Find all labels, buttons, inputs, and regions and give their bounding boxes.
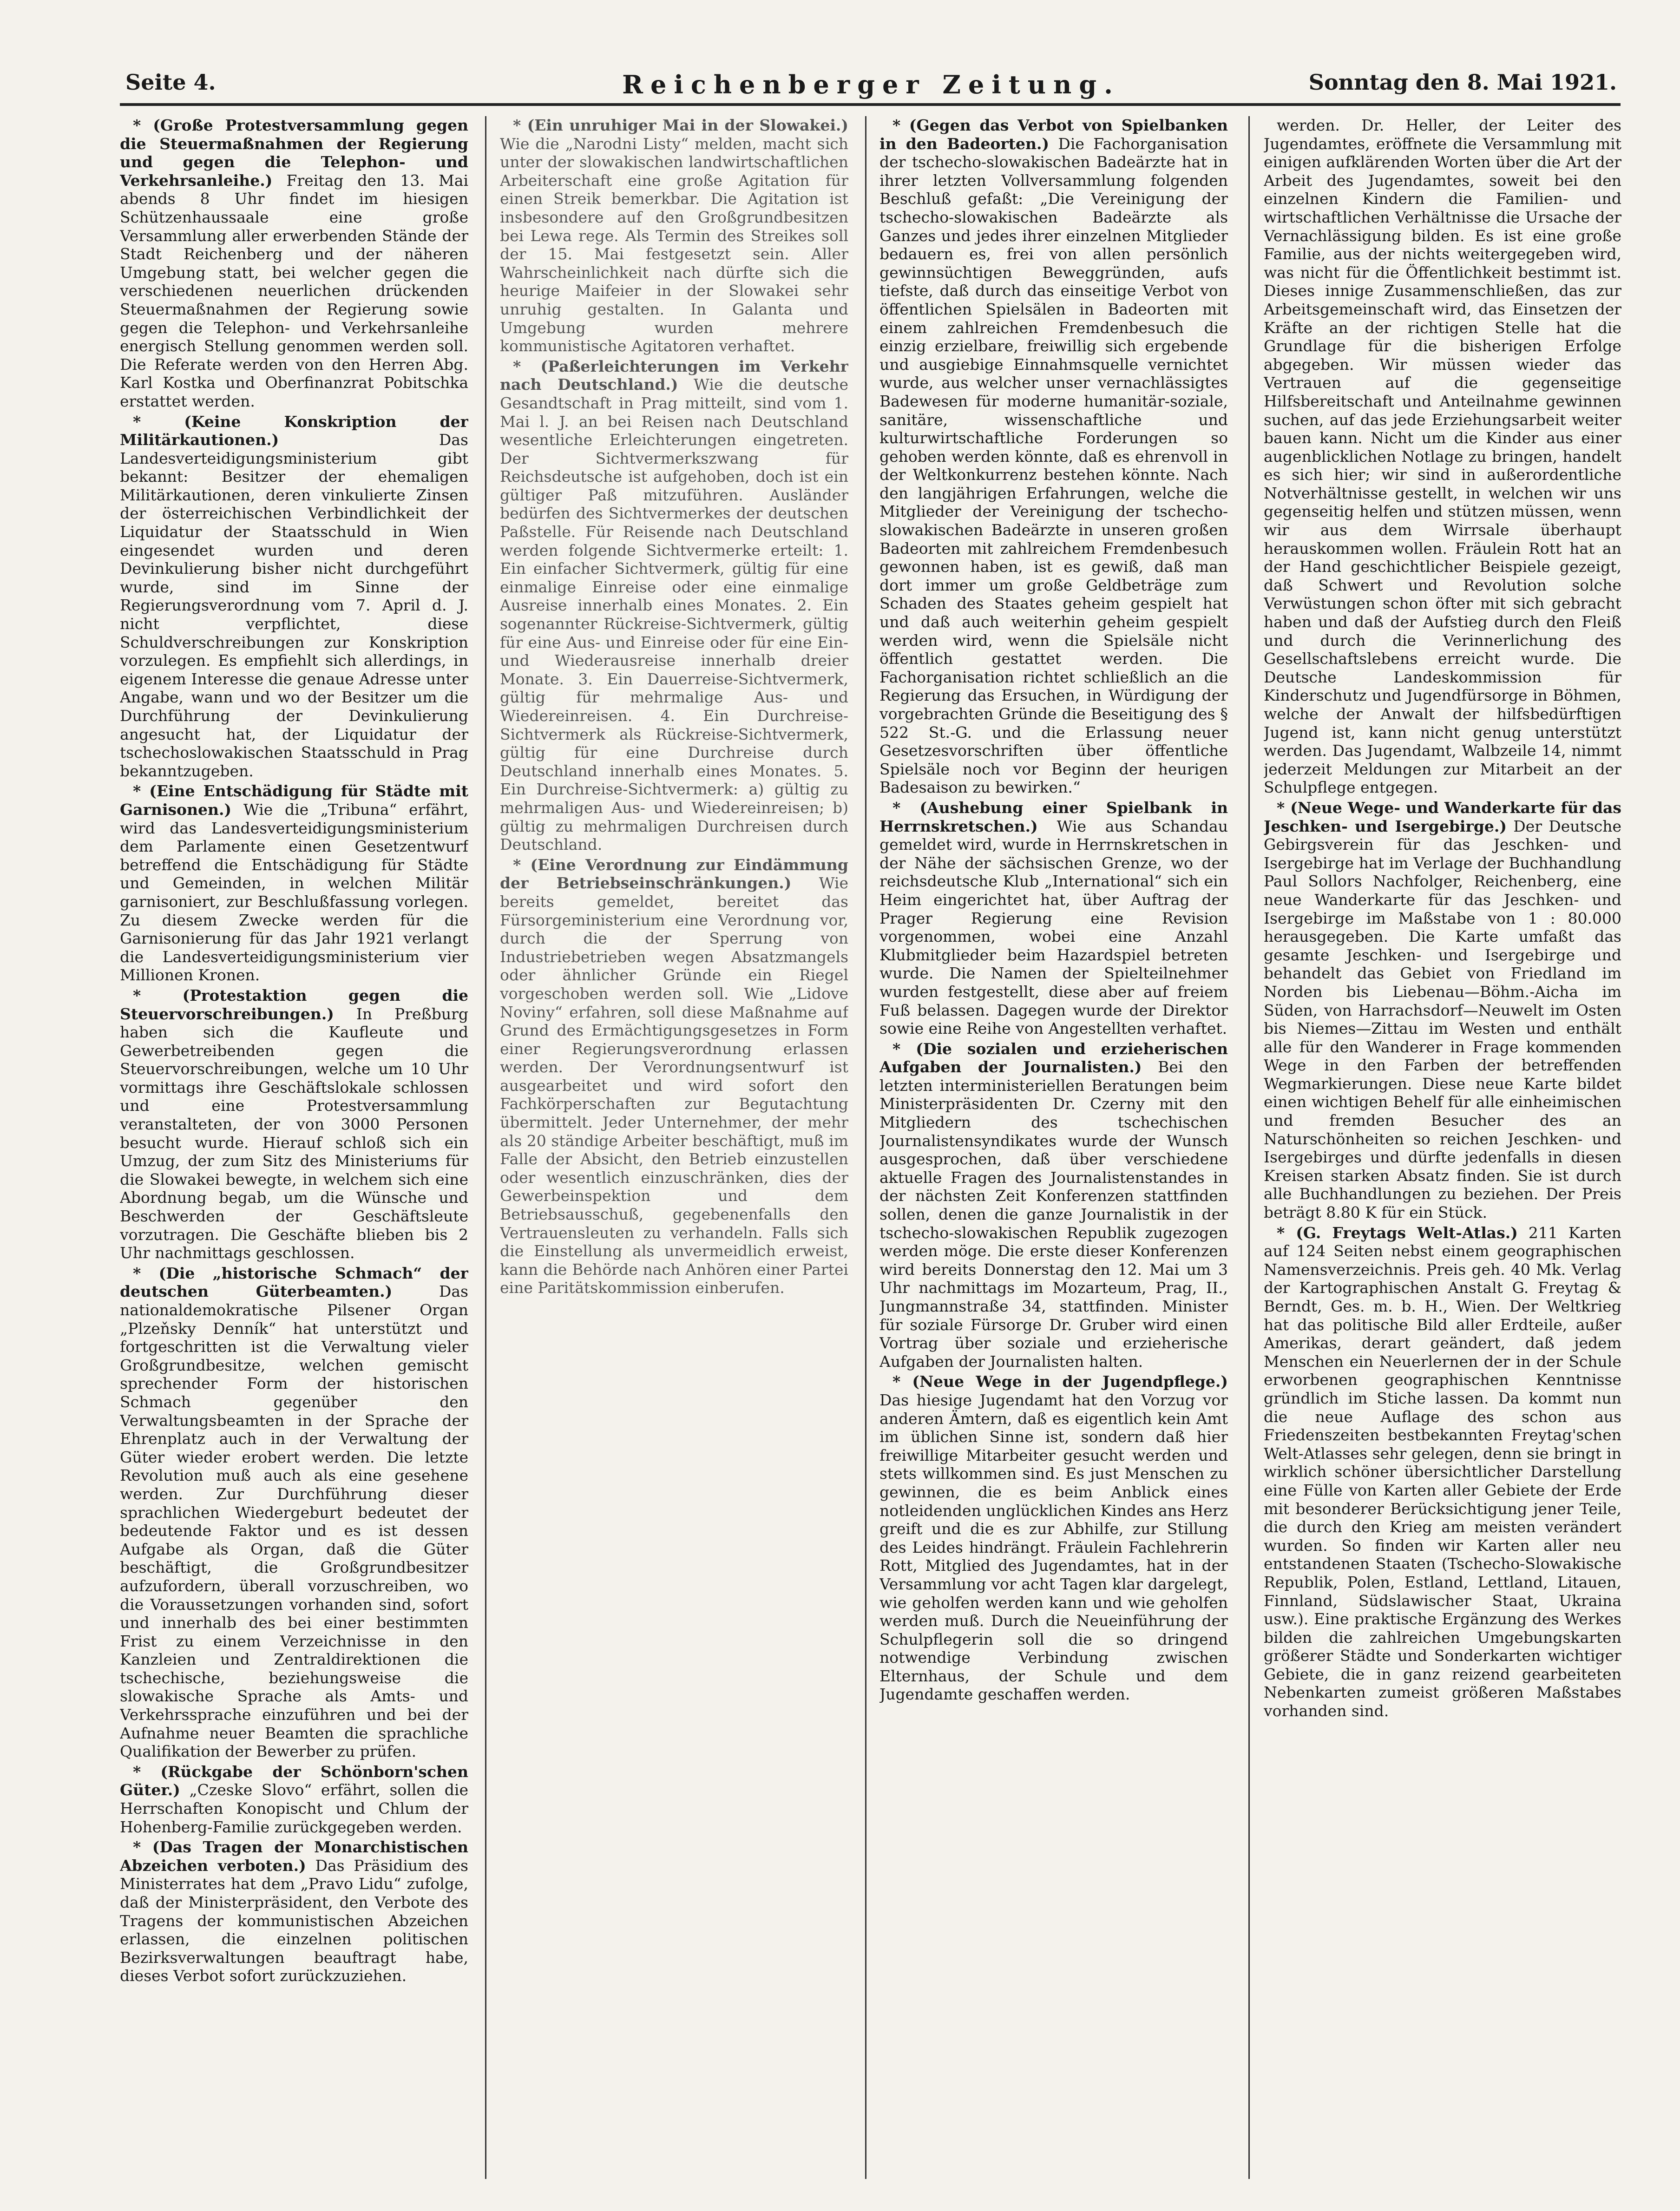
column-divider — [1248, 116, 1250, 2179]
article — [1264, 1224, 1621, 1720]
article — [879, 799, 1228, 1038]
column-4 — [1264, 116, 1621, 2179]
article-body: Wie die deutsche Gesandtschaft in Prag mitteilt, sind vom 1. Mai l. J. an bei Reisen nach Deutschland wesentliche Erleichterungen eingetreten. Der Sichtvermerkszwang für Reichsdeutsche ist aufgehoben, doch ist ein gültiger Paß mitzuführen. Ausländer bedürfen des Sichtvermerkes der deutschen Paßstelle. Für Reisende nach Deutschland werden folgende Sichtvermerke erteilt: 1. Ein einfacher Sichtvermerk, gültig für eine einmalige Einreise oder eine einmalige Ausreise innerhalb eines Monates. 2. Ein sogenannter Rückreise-Sichtvermerk, gültig für eine Aus- und Einreise oder für eine Ein- und Wiederausreise innerhalb dreier Monate. 3. Ein Dauerreise-Sichtvermerk, gültig für mehrmalige Aus- und Wiedereinreisen. 4. Ein Durchreise-Sichtvermerk als Rückreise-Sichtvermerk, gültig für eine Durchreise durch Deutschland innerhalb eines Monates. 5. Ein Durchreise-Sichtvermerk: a) gültig zu mehrmaligen Aus- und Wiedereinreisen; b) gültig zu mehrmaligen Durchreisen durch Deutschland. — [500, 375, 848, 854]
article-headline: * (Keine Konskription der Militärkautionen.) — [120, 412, 468, 449]
article — [879, 116, 1228, 797]
article — [120, 1264, 468, 1761]
page-number: Seite 4. — [125, 70, 216, 95]
article-body: Freitag den 13. Mai abends 8 Uhr findet im hiesigen Schützenhaussaale eine große Versammlung aller erwerbenden Stände der Stadt Reichenberg und der näheren Umgebung statt, bei welcher gegen die verschiedenen neuerlichen drückenden Steuermaßnahmen der Regierung sowie gegen die Telephon- und Verkehrsanleihe energisch Stellung genommen werden soll. Die Referate werden von den Herren Abg. Karl Kostka und Oberfinanzrat Pobitschka erstattet werden. — [120, 171, 468, 410]
article-headline: * (Neue Wege in der Jugendpflege.) — [892, 1372, 1228, 1391]
masthead-title: Reichenberger Zeitung. — [622, 70, 1120, 99]
article — [879, 1372, 1228, 1704]
article-body: Das Präsidium des Ministerrates hat dem „Pravo Lidu“ zufolge, daß der Ministerpräsident, den Verbote des Tragens der kommunistischen Abzeichen erlassen, die einzelnen politischen Bezirksverwaltungen beauftragt habe, dieses Verbot sofort zurückzuziehen. — [120, 1856, 468, 1985]
article-body: 211 Karten auf 124 Seiten nebst einem geographischen Namensverzeichnis. Preis geh. 40 Mk. Verlag der Kartographischen Anstalt G. Freytag & Berndt, Ges. m. b. H., Wien. Der Weltkrieg hat das politische Bild aller Erdteile, außer Amerikas, derart geändert, daß jedem Menschen ein Neuerlernen der in der Schule erworbenen geographischen Kenntnisse gründlich im Stiche lassen. Da kommt nun die neue Auflage des schon aus Friedenszeiten bestbekannten Freytag'schen Welt-Atlasses sehr gelegen, denn sie bringt in wirklich schöner übersichtlicher Darstellung eine Fülle von Karten aller Gebiete der Erde mit besonderer Berücksichtigung jener Teile, die durch den Krieg am meisten verändert wurden. So finden wir Karten aller neu entstandenen Staaten (Tschecho-Slowakische Republik, Polen, Estland, Lettland, Litauen, Finnland, Südslawischer Staat, Ukraina usw.). Eine praktische Ergänzung des Werkes bilden die zahlreichen Umgebungskarten größerer Städte und Sonderkarten wichtiger Gebiete, die in ganz reizend gearbeiteten Nebenkarten zumeist größeren Maßstabes vorhanden sind. — [1264, 1223, 1621, 1720]
article — [120, 782, 468, 984]
column-1 — [120, 116, 468, 2179]
article-body: Das Landesverteidigungsministerium gibt bekannt: Besitzer der ehemaligen Militärkautionen, deren vinkulierte Zinsen der österreichischen Verbindlichkeit der Liquidatur der Staatsschuld in Wien eingesendet wurden und deren Devinkulierung bisher nicht durchgeführt wurde, sind im Sinne der Regierungsverordnung vom 7. April d. J. nicht verpflichtet, diese Schuldverschreibungen zur Konskription vorzulegen. Es empfiehlt sich allerdings, in eigenem Interesse die genaue Adresse unter Angabe, wann und wo der Besitzer um die Durchführung der Devinkulierung angesucht hat, der Liquidatur der tschechoslowakischen Staatsschuld in Prag bekanntzugeben. — [120, 431, 468, 780]
article — [120, 116, 468, 411]
article-headline: * (Neue Wege- und Wanderkarte für das Jeschken- und Isergebirge.) — [1264, 798, 1621, 835]
column-3 — [879, 116, 1228, 2179]
article — [500, 116, 848, 355]
article — [1264, 116, 1621, 797]
article-body: Wie die „Narodni Listy“ melden, macht sich unter der slowakischen landwirtschaftlichen Arbeiterschaft eine große Agitation für einen Streik bemerkbar. Die Agitation ist insbesondere auf den Großgrundbesitzen bei Lewa rege. Als Termin des Streikes soll der 15. Mai festgesetzt sein. Aller Wahrscheinlichkeit nach dürfte sich die heurige Maifeier in der Slowakei sehr unruhig gestalten. In Galanta und Umgebung wurden mehrere kommunistische Agitatoren verhaftet. — [500, 134, 848, 355]
article-body: Das nationaldemokratische Pilsener Organ „Plzeňsky Denník“ hat unterstützt und fortgeschritten ist die Verwaltung vieler Großgrundbesitze, welchen gemischt sprechender Form der historischen Schmach gegenüber den Verwaltungsbeamten in der Sprache der Ehrenplatz auch in der Verwaltung der Güter wieder erobert werden. Die letzte Revolution muß auch als eine gesehene werden. Zur Durchführung dieser sprachlichen Wiedergeburt bedeutet der bedeutende Faktor und es ist dessen Aufgabe als Organ, daß die Güter beschäftigt, die Großgrundbesitzer aufzufordern, überall vorzuschreiben, wo die Voraussetzungen vorhanden sind, sofort und innerhalb des bei einer bestimmten Frist zu einem Verzeichnisse in den Kanzleien und Zentraldirektionen die tschechische, beziehungsweise die slowakische Sprache als Amts- und Verkehrssprache einzuführen und bei der Aufnahme neuer Beamten die sprachliche Qualifikation der Bewerber zu prüfen. — [120, 1282, 468, 1761]
article-headline: * (Das Tragen der Monarchistischen Abzeichen verboten.) — [120, 1838, 468, 1875]
article — [500, 357, 848, 854]
article-body: Der Deutsche Gebirgsverein für das Jeschken- und Isergebirge hat im Verlage der Buchhandlung Paul Sollors Nachfolger, Reichenberg, eine neue Wanderkarte für das Jeschken- und Isergebirge im Maßstabe von 1 : 80.000 herausgegeben. Die Karte umfaßt das gesamte Jeschken- und Isergebirge und behandelt das Gebiet von Friedland im Norden bis Liebenau—Böhm.-Aicha im Süden, von Harrachsdorf—Neuwelt im Osten bis Niemes—Zittau im Westen und enthält alle für den Wanderer in Frage kommenden Wege in den Farben der betreffenden Wegmarkierungen. Diese neue Karte bildet einen wichtigen Behelf für alle einheimischen und fremden Besucher des an Naturschönheiten so reichen Jeschken- und Isergebirges und dürfte jedenfalls in diesen Kreisen starken Absatz finden. Sie ist durch alle Buchhandlungen zu beziehen. Der Preis beträgt 8.80 K für ein Stück. — [1264, 817, 1621, 1222]
article — [500, 856, 848, 1297]
article-headline: * (Aushebung einer Spielbank in Herrnskretschen.) — [879, 798, 1228, 835]
column-divider — [485, 116, 486, 2179]
column-divider — [865, 116, 866, 2179]
column-2 — [500, 116, 848, 2179]
article — [120, 986, 468, 1262]
article-headline: * (Die sozialen und erzieherischen Aufgaben der Journalisten.) — [879, 1039, 1228, 1076]
article — [879, 1040, 1228, 1371]
issue-date: Sonntag den 8. Mai 1921. — [1308, 70, 1617, 95]
article-headline: * (Eine Entschädigung für Städte mit Garnisonen.) — [120, 782, 468, 819]
article-body: Bei den letzten interministeriellen Beratungen beim Ministerpräsidenten Dr. Czerny mit den Mitgliedern des tschechischen Journalistensyndikates wurde der Wunsch ausgesprochen, daß über verschiedene aktuelle Fragen des Journalistenstandes in der nächsten Zeit Konferenzen stattfinden sollen, denen die ganze Journalistik in der tschecho-slowakischen Republik zugezogen werden möge. Die erste dieser Konferenzen wird bereits Donnerstag den 12. Mai um 3 Uhr nachmittags im Mozarteum, Prag, II., Jungmannstraße 34, stattfinden. Minister für soziale Fürsorge Dr. Gruber wird einen Vortrag über soziale und erzieherische Aufgaben der Journalisten halten. — [879, 1058, 1228, 1371]
header-rule — [120, 103, 1621, 106]
article — [120, 1838, 468, 1985]
article-headline: * (Die „historische Schmach“ der deutschen Güterbeamten.) — [120, 1264, 468, 1301]
article-body: werden. Dr. Heller, der Leiter des Jugendamtes, eröffnete die Versammlung mit einigen aufklärenden Worten über die Art der Arbeit des Jugendamtes, soweit bei den einzelnen Kindern die Familien- und wirtschaftlichen Verhältnisse die Ursache der Vernachlässigung bilden. Es ist eine große Familie, aus der nichts weitergegeben wird, was nicht für die Öffentlichkeit bestimmt ist. Dieses innige Zusammenschließen, das zur Arbeitsgemeinschaft wird, das Einsetzen der Kräfte an der richtigen Stelle hat die Grundlage für die bisherigen Erfolge abgegeben. Wir müssen wieder das Vertrauen auf die gegenseitige Hilfsbereitschaft und Anteilnahme gewinnen suchen, auf das jede Erziehungsarbeit weiter bauen kann. Nicht um die Kinder aus einer augenblicklichen Notlage zu bringen, handelt es sich hier; wir sind in außerordentliche Notverhältnisse gestellt, in welchen wir uns gegenseitig helfen und stützen müssen, wenn wir aus dem Wirrsale überhaupt herauskommen wollen. Fräulein Rott hat an der Hand geschichtlicher Beispiele gezeigt, daß Schwert und Revolution solche Verwüstungen schon öfter mit sich gebracht haben und daß der Aufstieg durch den Fleiß und durch die Verinnerlichung des Gesellschaftslebens erreicht wurde. Die Deutsche Landeskommission für Kinderschutz und Jugendfürsorge in Böhmen, welche der Anwalt der hilfsbedürftigen Jugend ist, kann nicht genug unterstützt werden. Das Jugendamt, Walbzeile 14, nimmt jederzeit Meldungen zur Mitarbeit an der Schulpflege entgegen. — [1264, 116, 1621, 797]
article — [120, 413, 468, 781]
article — [1264, 799, 1621, 1222]
article-headline: * (Protestaktion gegen die Steuervorschreibungen.) — [120, 986, 468, 1023]
article-headline: * (Eine Verordnung zur Eindämmung der Betriebseinschränkungen.) — [500, 855, 848, 892]
article-headline: * (Paßerleichterungen im Verkehr nach Deutschland.) — [500, 357, 848, 394]
article-headline: * (Rückgabe der Schönborn'schen Güter.) — [120, 1762, 468, 1799]
article — [120, 1763, 468, 1836]
article-body: Die Fachorganisation der tschecho-slowakischen Badeärzte hat in ihrer letzten Vollversammlung folgenden Beschluß gefaßt: „Die Vereinigung der tschecho-slowakischen Badeärzte als Ganzes und jedes ihrer einzelnen Mitglieder bedauern es, frei von allen persönlich gewinnsüchtigen Beweggründen, aufs tiefste, daß durch das einseitige Verbot von öffentlichen Spielsälen in Badeorten mit einem zahlreichen Fremdenbesuch die einzig erzielbare, freiwillig sich ergebende und ausgiebige Einnahmsquelle vernichtet wurde, aus welcher unser vernachlässigtes Badewesen für moderne humanitär-soziale, sanitäre, wissenschaftliche und kulturwirtschaftliche Forderungen so gehoben werden könnte, daß es ehrenvoll in der Weltkonkurrenz bestehen könnte. Nach den langjährigen Erfahrungen, welche die Mitglieder der Vereinigung der tschecho-slowakischen Badeärzte in unseren großen Badeorten mit zahlreichem Fremdenbesuch gewonnen haben, ist es gewiß, daß man dort immer um große Geldbeträge zum Schaden des Staates geheim gespielt hat und daß auch weiterhin geheim gespielt werden wird, wenn die Spielsäle nicht öffentlich gestattet werden. Die Fachorganisation richtet schließlich an die Regierung das Ersuchen, in Würdigung der vorgebrachten Gründe die Beseitigung des § 522 St.-G. und die Erlassung neuer Gesetzesvorschriften über öffentliche Spielsäle noch vor Beginn der heurigen Badesaison zu bewirken.“ — [879, 134, 1228, 797]
article-headline: * (Ein unruhiger Mai in der Slowakei.) — [513, 116, 848, 134]
article-body: Wie aus Schandau gemeldet wird, wurde in Herrnskretschen in der Nähe der sächsischen Grenze, wo der reichsdeutsche Klub „International“ sich ein Heim eingerichtet hat, über Auftrag der Prager Regierung eine Revision vorgenommen, wobei eine Anzahl Klubmitglieder beim Hazardspiel betreten wurde. Die Namen der Spielteilnehmer wurden festgestellt, diese aber auf freiem Fuß belassen. Dagegen wurde der Direktor sowie eine Reihe von Angestellten verhaftet. — [879, 817, 1228, 1038]
article-headline: * (G. Freytags Welt-Atlas.) — [1277, 1223, 1518, 1242]
article-body: „Czeske Slovo“ erfährt, sollen die Herrschaften Konopischt und Chlum der Hohenberg-Familie zurückgegeben werden. — [120, 1781, 468, 1836]
article-body: Wie die „Tribuna“ erfährt, wird das Landesverteidigungsministerium dem Parlamente einen Gesetzentwurf betreffend die Entschädigung für Städte und Gemeinden, in welchen Militär garnisoniert, zur Beschlußfassung vorlegen. Zu diesem Zwecke werden für die Garnisonierung für das Jahr 1921 verlangt die Landesverteidigungsministerium vier Millionen Kronen. — [120, 800, 468, 984]
article-body: In Preßburg haben sich die Kaufleute und Gewerbetreibenden gegen die Steuervorschreibungen, welche um 10 Uhr vormittags ihre Geschäftslokale schlossen und eine Protestversammlung veranstalteten, der von 3000 Personen besucht wurde. Hierauf schloß sich ein Umzug, der zum Sitz des Ministeriums für die Slowakei bewegte, in welchem sich eine Abordnung begab, um die Wünsche und Beschwerden der Geschäftsleute vorzutragen. Die Geschäfte blieben bis 2 Uhr nachmittags geschlossen. — [120, 1004, 468, 1262]
article-body: Wie bereits gemeldet, bereitet das Fürsorgeministerium eine Verordnung vor, durch die der Sperrung von Industriebetrieben wegen Absatzmangels oder ähnlicher Gründe ein Riegel vorgeschoben werden soll. Wie „Lidove Noviny“ erfahren, soll diese Maßnahme auf Grund des Ermächtigungsgesetzes in Form einer Regierungsverordnung erlassen werden. Der Verordnungsentwurf ist ausgearbeitet und wird sofort den Fachkörperschaften zur Begutachtung übermittelt. Jeder Unternehmer, der mehr als 20 ständige Arbeiter beschäftigt, muß im Falle der Absicht, den Betrieb einzustellen oder wesentlich einzuschränken, dies der Gewerbeinspektion und dem Betriebsausschuß, gegebenenfalls den Vertrauensleuten zu verhandeln. Falls sich die Einstellung als unvermeidlich erweist, kann die Behörde nach Anhören einer Partei eine Paritätskommission einberufen. — [500, 874, 848, 1297]
article-headline: * (Gegen das Verbot von Spielbanken in den Badeorten.) — [879, 116, 1228, 153]
article-body: Das hiesige Jugendamt hat den Vorzug vor anderen Ämtern, daß es eigentlich kein Amt im üblichen Sinne ist, sondern daß hier freiwillige Mitarbeiter gesucht werden und stets willkommen sind. Es just Menschen zu gewinnen, die es beim Anblick eines notleidenden unglücklichen Kindes ans Herz greift und die es zur Abhilfe, zur Stillung des Leides hindrängt. Fräulein Fachlehrerin Rott, Mitglied des Jugendamtes, hat in der Versammlung vor acht Tagen klar dargelegt, wie geholfen werden kann und wie geholfen werden muß. Durch die Neueinführung der Schulpflegerin soll die so dringend notwendige Verbindung zwischen Elternhaus, der Schule und dem Jugendamte geschaffen werden. — [879, 1391, 1228, 1704]
article-headline: * (Große Protestversammlung gegen die Steuermaßnahmen der Regierung und gegen die Telephon- und Verkehrsanleihe.) — [120, 116, 468, 190]
page-header — [125, 70, 1617, 102]
